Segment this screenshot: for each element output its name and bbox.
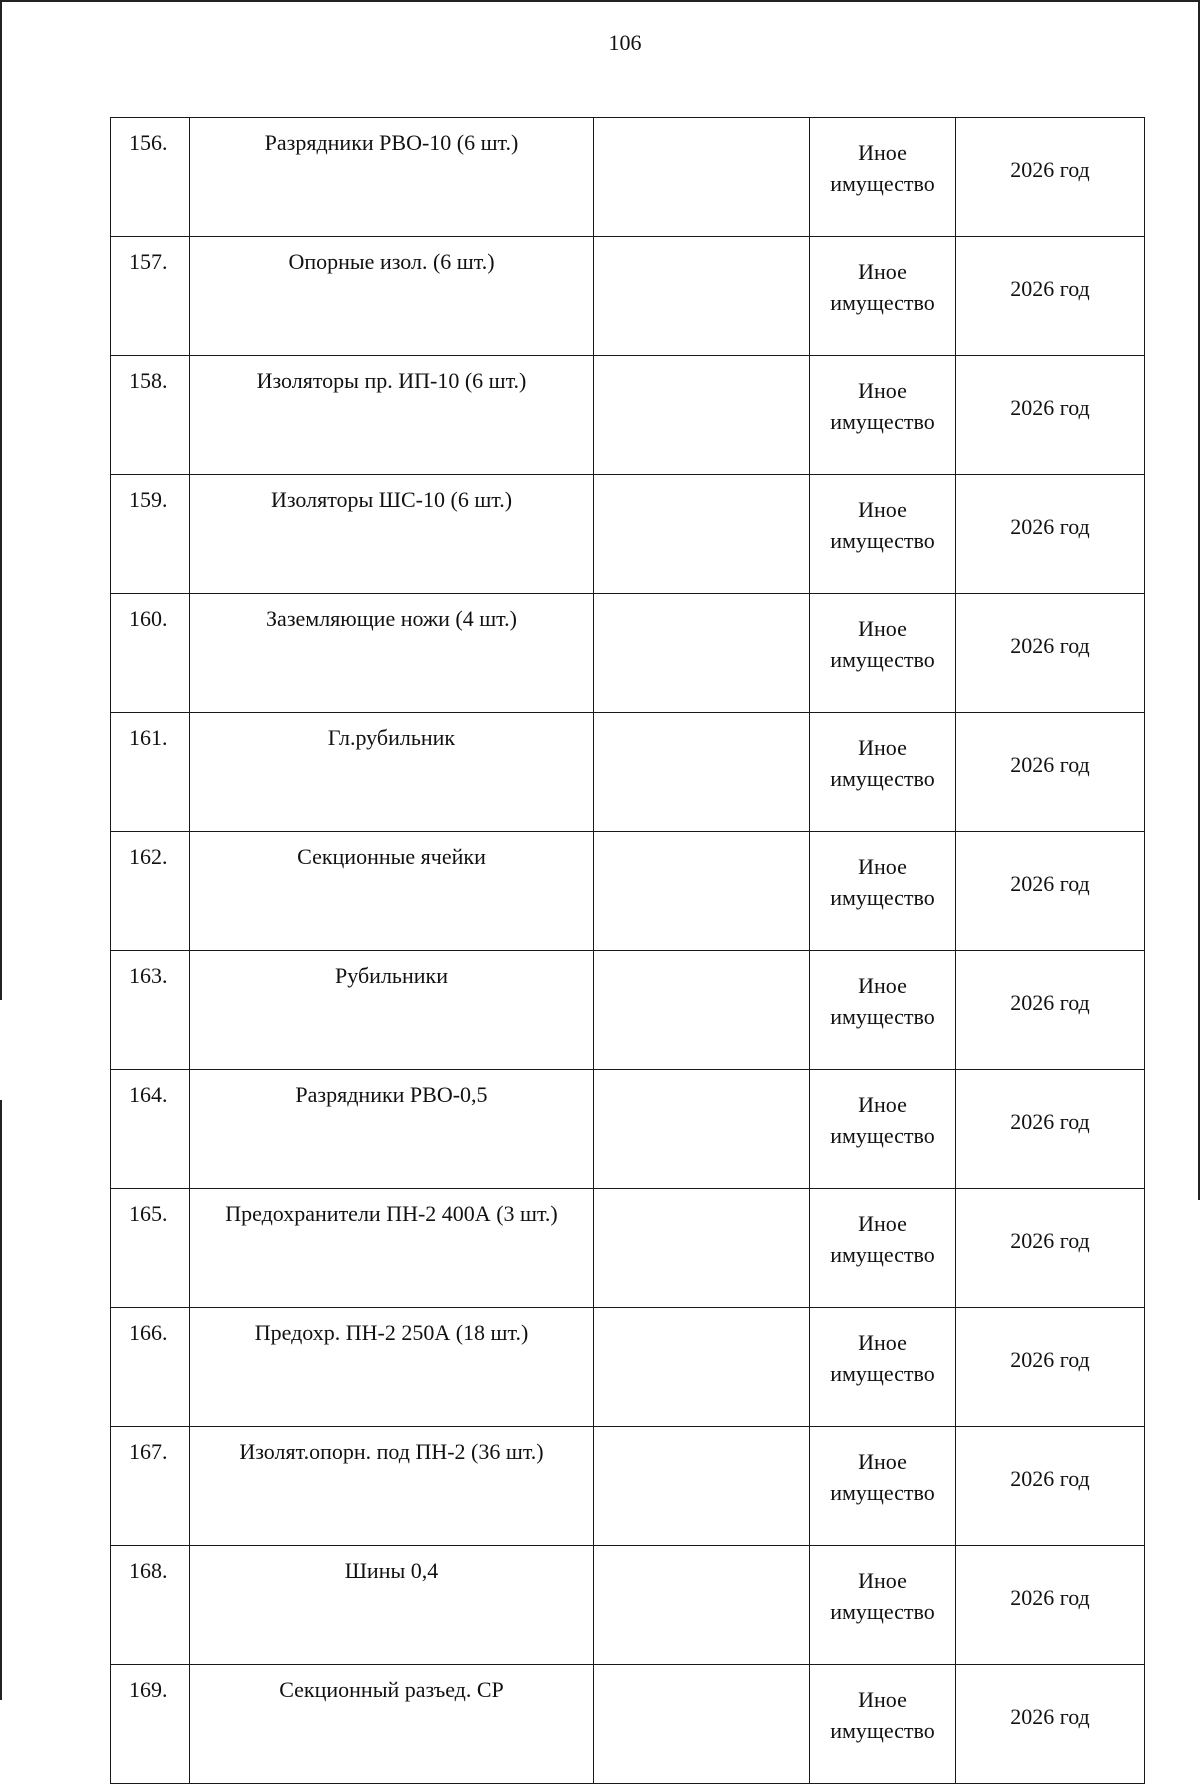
property-type-line-1: Иное: [858, 1687, 907, 1712]
item-name-cell: Рубильники: [190, 951, 594, 1070]
empty-cell: [594, 1070, 810, 1189]
table-row: [111, 356, 1145, 475]
table-row: [111, 118, 1145, 237]
row-number-cell: 167.: [111, 1427, 190, 1546]
table-row: [111, 1546, 1145, 1665]
row-number-cell: 157.: [111, 237, 190, 356]
property-type-line-2: имущество: [830, 1242, 935, 1267]
row-number-cell: 168.: [111, 1546, 190, 1665]
year-cell: 2026 год: [956, 1308, 1145, 1427]
year-cell: 2026 год: [956, 356, 1145, 475]
year-cell: 2026 год: [956, 594, 1145, 713]
property-type-line-2: имущество: [830, 1004, 935, 1029]
empty-cell: [594, 713, 810, 832]
table-row: [111, 713, 1145, 832]
property-type-cell: [810, 1070, 956, 1189]
empty-cell: [594, 1665, 810, 1784]
year-cell: 2026 год: [956, 713, 1145, 832]
property-type-cell: [810, 1308, 956, 1427]
property-type-cell: [810, 832, 956, 951]
table-row: [111, 832, 1145, 951]
property-type-cell: [810, 237, 956, 356]
property-type-line-1: Иное: [858, 1449, 907, 1474]
property-type-line-1: Иное: [858, 140, 907, 165]
item-name-cell: Шины 0,4: [190, 1546, 594, 1665]
table-row: [111, 594, 1145, 713]
empty-cell: [594, 1189, 810, 1308]
year-cell: 2026 год: [956, 1189, 1145, 1308]
page-number: 106: [608, 30, 642, 55]
item-name-cell: Предохранители ПН-2 400А (3 шт.): [190, 1189, 594, 1308]
page-edge-left-lower: [0, 1100, 2, 1700]
item-name-cell: Разрядники РВО-0,5: [190, 1070, 594, 1189]
property-type-line-2: имущество: [830, 409, 935, 434]
property-type-line-2: имущество: [830, 1599, 935, 1624]
property-type-line-2: имущество: [830, 1361, 935, 1386]
empty-cell: [594, 951, 810, 1070]
row-number-cell: 159.: [111, 475, 190, 594]
item-name-cell: Изоляторы пр. ИП-10 (6 шт.): [190, 356, 594, 475]
row-number-cell: 162.: [111, 832, 190, 951]
property-type-line-1: Иное: [858, 1211, 907, 1236]
property-table: [110, 117, 1145, 1784]
property-type-line-1: Иное: [858, 854, 907, 879]
property-type-cell: [810, 1427, 956, 1546]
property-type-line-2: имущество: [830, 766, 935, 791]
page-edge-left: [0, 0, 2, 1000]
property-type-line-1: Иное: [858, 378, 907, 403]
property-type-cell: [810, 1546, 956, 1665]
property-type-cell: [810, 594, 956, 713]
property-type-cell: [810, 118, 956, 237]
property-type-line-2: имущество: [830, 647, 935, 672]
year-cell: 2026 год: [956, 832, 1145, 951]
row-number-cell: 163.: [111, 951, 190, 1070]
property-type-line-2: имущество: [830, 1480, 935, 1505]
property-type-cell: [810, 1665, 956, 1784]
item-name-cell: Опорные изол. (6 шт.): [190, 237, 594, 356]
empty-cell: [594, 1427, 810, 1546]
property-table-body: [111, 118, 1145, 1784]
property-type-line-1: Иное: [858, 735, 907, 760]
item-name-cell: Секционные ячейки: [190, 832, 594, 951]
property-type-cell: [810, 475, 956, 594]
property-type-line-1: Иное: [858, 973, 907, 998]
year-cell: 2026 год: [956, 118, 1145, 237]
item-name-cell: Секционный разъед. СР: [190, 1665, 594, 1784]
property-type-line-2: имущество: [830, 290, 935, 315]
property-type-cell: [810, 713, 956, 832]
table-row: [111, 1308, 1145, 1427]
empty-cell: [594, 475, 810, 594]
table-row: [111, 1665, 1145, 1784]
property-type-line-2: имущество: [830, 1718, 935, 1743]
table-row: [111, 1189, 1145, 1308]
item-name-cell: Заземляющие ножи (4 шт.): [190, 594, 594, 713]
property-type-line-1: Иное: [858, 616, 907, 641]
empty-cell: [594, 1308, 810, 1427]
page-edge-top: [0, 0, 1200, 2]
property-type-line-2: имущество: [830, 1123, 935, 1148]
item-name-cell: Предохр. ПН-2 250А (18 шт.): [190, 1308, 594, 1427]
empty-cell: [594, 356, 810, 475]
item-name-cell: Изоляторы ШС-10 (6 шт.): [190, 475, 594, 594]
row-number-cell: 161.: [111, 713, 190, 832]
row-number-cell: 166.: [111, 1308, 190, 1427]
table-row: [111, 951, 1145, 1070]
property-type-cell: [810, 356, 956, 475]
empty-cell: [594, 1546, 810, 1665]
row-number-cell: 158.: [111, 356, 190, 475]
row-number-cell: 169.: [111, 1665, 190, 1784]
property-type-cell: [810, 1189, 956, 1308]
year-cell: 2026 год: [956, 1546, 1145, 1665]
item-name-cell: Разрядники РВО-10 (6 шт.): [190, 118, 594, 237]
table-row: [111, 1070, 1145, 1189]
property-type-cell: [810, 951, 956, 1070]
year-cell: 2026 год: [956, 1070, 1145, 1189]
table-row: [111, 237, 1145, 356]
row-number-cell: 164.: [111, 1070, 190, 1189]
year-cell: 2026 год: [956, 475, 1145, 594]
property-type-line-1: Иное: [858, 1330, 907, 1355]
property-type-line-1: Иное: [858, 1568, 907, 1593]
year-cell: 2026 год: [956, 1427, 1145, 1546]
table-row: [111, 475, 1145, 594]
row-number-cell: 160.: [111, 594, 190, 713]
property-type-line-2: имущество: [830, 885, 935, 910]
item-name-cell: Гл.рубильник: [190, 713, 594, 832]
year-cell: 2026 год: [956, 237, 1145, 356]
year-cell: 2026 год: [956, 1665, 1145, 1784]
empty-cell: [594, 832, 810, 951]
property-type-line-2: имущество: [830, 528, 935, 553]
property-type-line-2: имущество: [830, 171, 935, 196]
property-type-line-1: Иное: [858, 497, 907, 522]
empty-cell: [594, 118, 810, 237]
empty-cell: [594, 237, 810, 356]
empty-cell: [594, 594, 810, 713]
row-number-cell: 165.: [111, 1189, 190, 1308]
property-type-line-1: Иное: [858, 1092, 907, 1117]
year-cell: 2026 год: [956, 951, 1145, 1070]
property-type-line-1: Иное: [858, 259, 907, 284]
row-number-cell: 156.: [111, 118, 190, 237]
item-name-cell: Изолят.опорн. под ПН-2 (36 шт.): [190, 1427, 594, 1546]
table-row: [111, 1427, 1145, 1546]
